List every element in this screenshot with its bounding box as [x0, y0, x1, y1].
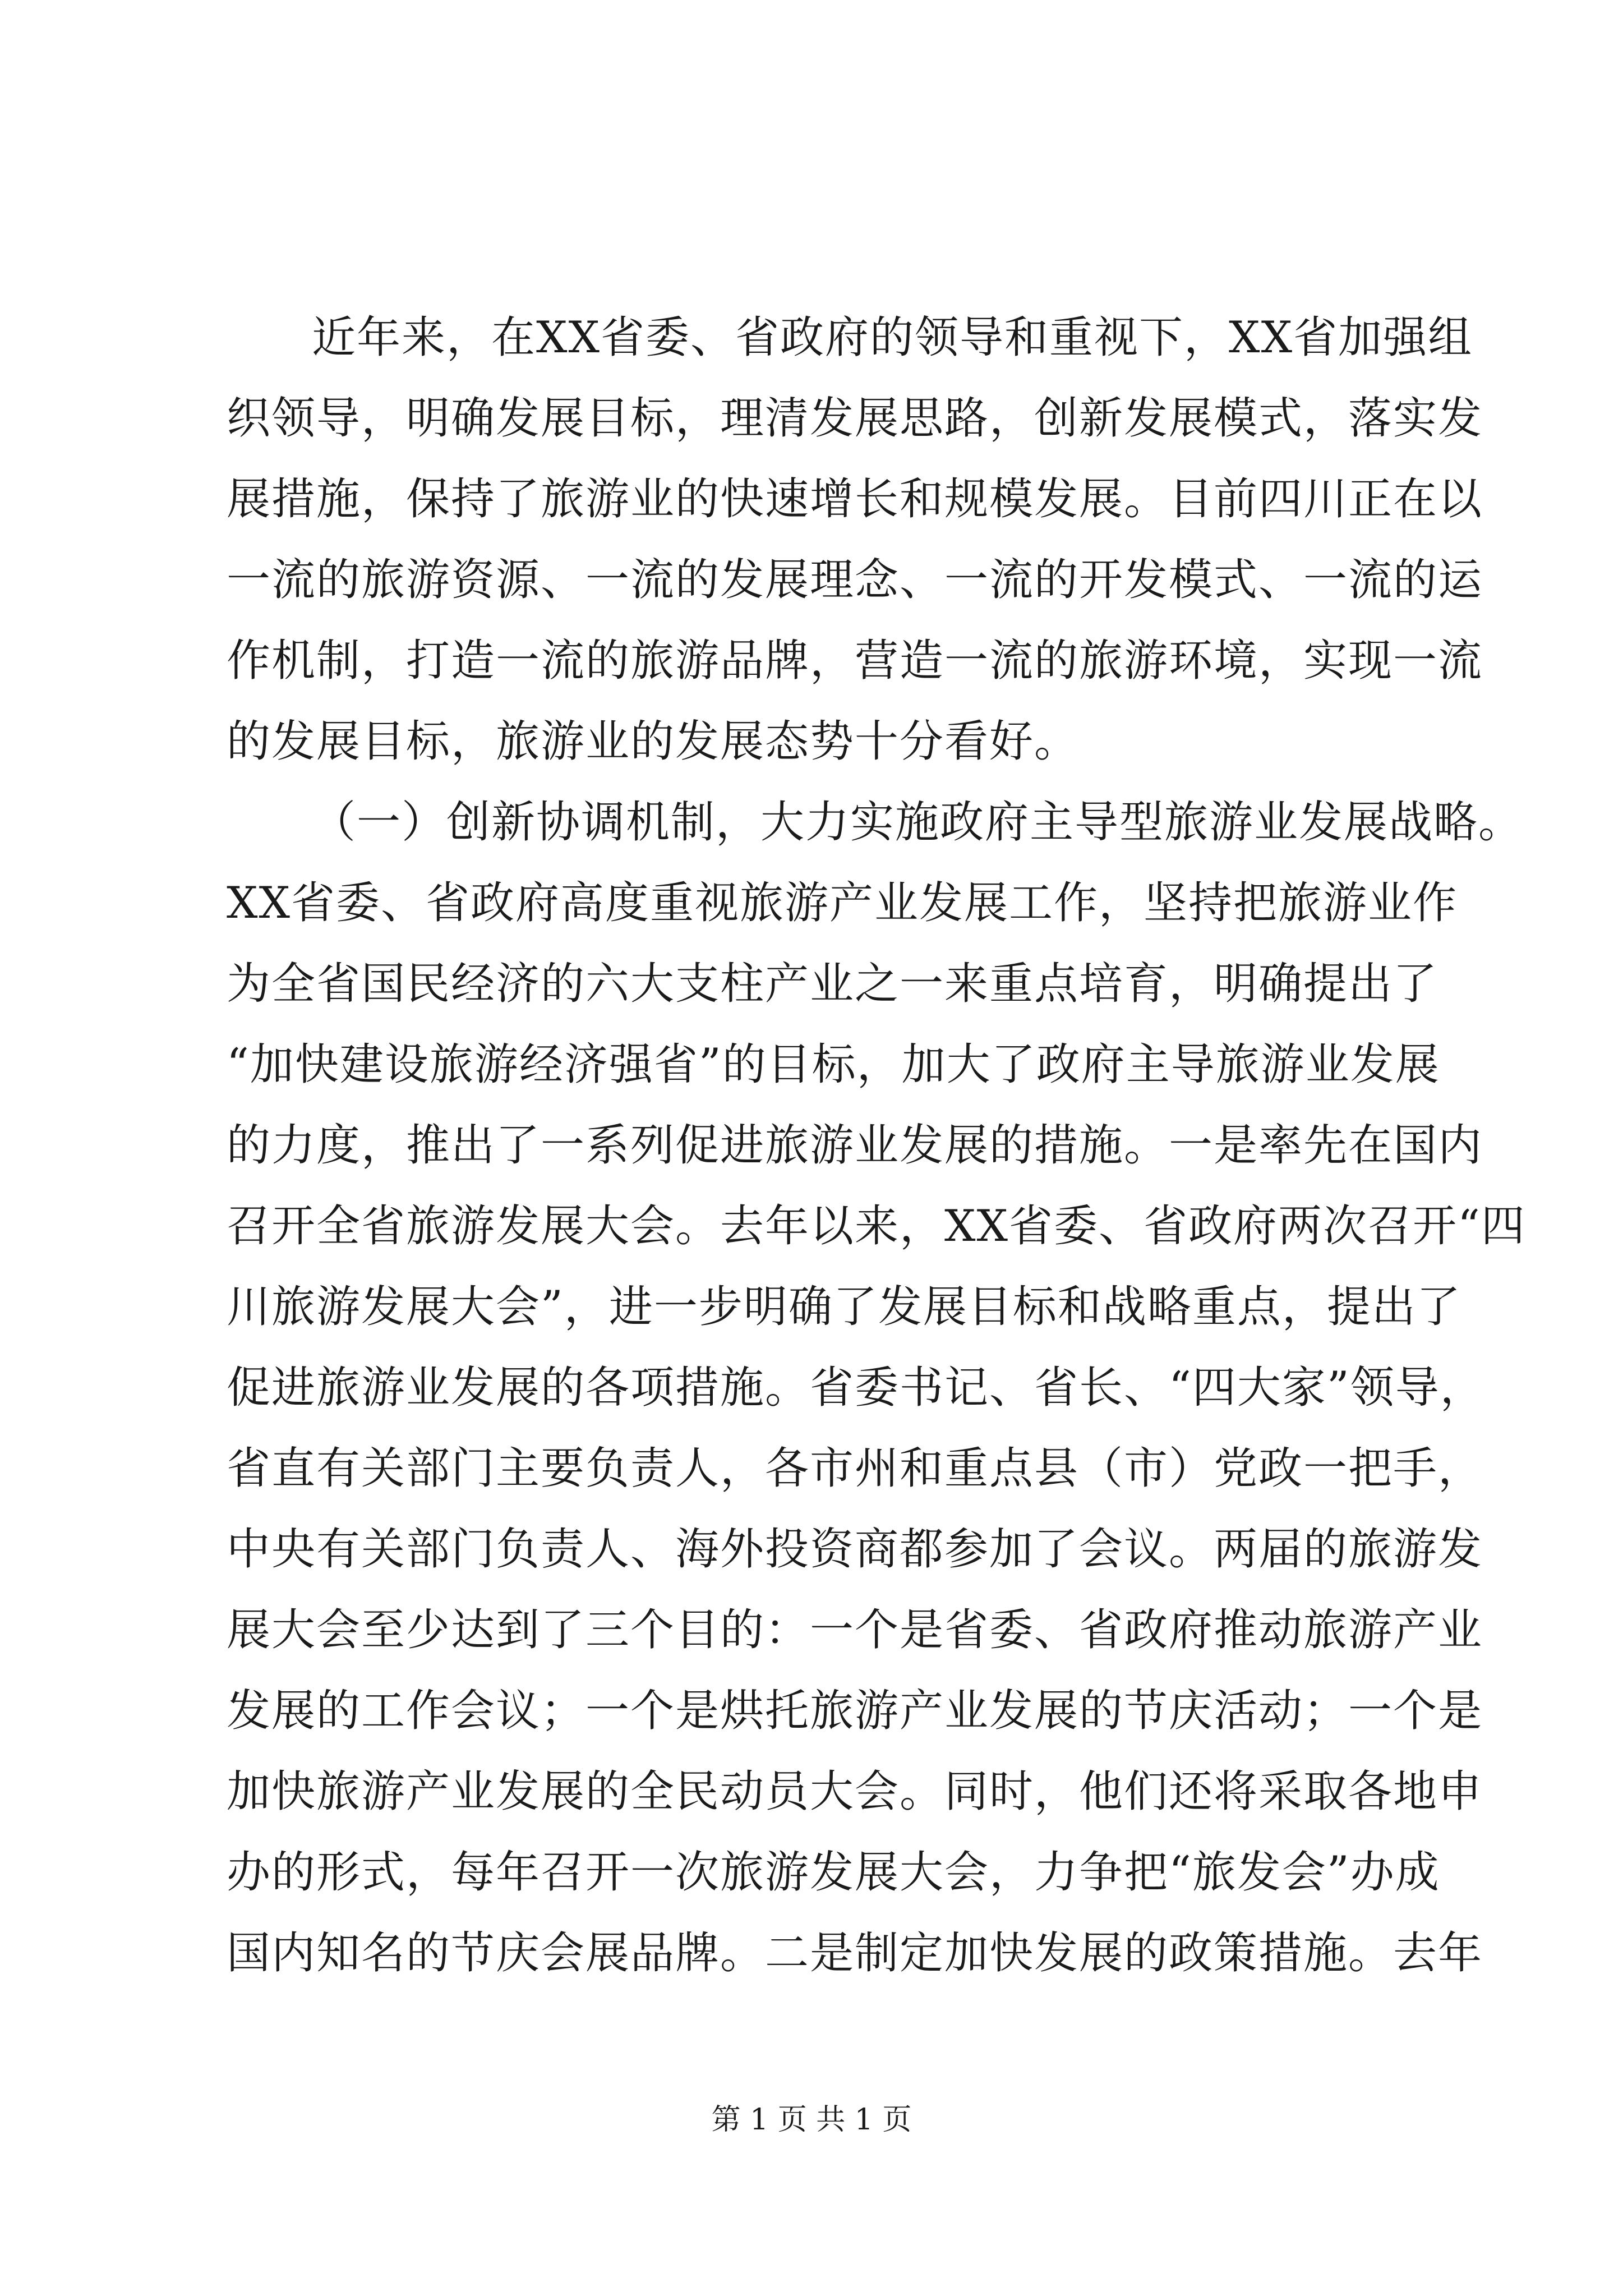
text-line: XX省委、省政府高度重视旅游产业发展工作，坚持把旅游业作 — [227, 878, 1458, 928]
text-line: 加快旅游产业发展的全民动员大会。同时，他们还将采取各地申 — [227, 1766, 1483, 1817]
text-line: 促进旅游业发展的各项措施。省委书记、省长、“四大家”领导， — [227, 1363, 1485, 1413]
text-line: 展措施，保持了旅游业的快速增长和规模发展。目前四川正在以 — [227, 474, 1483, 524]
text-line: 的力度，推出了一系列促进旅游业发展的措施。一是率先在国内 — [227, 1120, 1483, 1171]
text-line: 作机制，打造一流的旅游品牌，营造一流的旅游环境，实现一流 — [227, 636, 1483, 686]
text-line: 中央有关部门负责人、海外投资商都参加了会议。两届的旅游发 — [227, 1524, 1483, 1575]
text-line: 织领导，明确发展目标，理清发展思路，创新发展模式，落实发 — [227, 393, 1483, 444]
text-line: 川旅游发展大会”，进一步明确了发展目标和战略重点，提出了 — [227, 1282, 1461, 1332]
text-line: 召开全省旅游发展大会。去年以来，XX省委、省政府两次召开“四 — [227, 1201, 1526, 1251]
document-body — [227, 297, 1526, 1994]
text-line: 省直有关部门主要负责人，各市州和重点县（市）党政一把手， — [227, 1443, 1483, 1494]
text-line: 为全省国民经济的六大支柱产业之一来重点培育，明确提出了 — [227, 959, 1438, 1009]
section-heading-line: （一）创新协调机制，大力实施政府主导型旅游业发展战略。 — [312, 797, 1524, 848]
text-line: 展大会至少达到了三个目的：一个是省委、省政府推动旅游产业 — [227, 1605, 1483, 1655]
text-line: 国内知名的节庆会展品牌。二是制定加快发展的政策措施。去年 — [227, 1928, 1483, 1978]
text-line: 近年来，在XX省委、省政府的领导和重视下，XX省加强组 — [312, 312, 1473, 363]
text-line: 一流的旅游资源、一流的发展理念、一流的开发模式、一流的运 — [227, 555, 1483, 605]
text-line: 的发展目标，旅游业的发展态势十分看好。 — [227, 716, 1080, 767]
page-number-footer: 第 1 页 共 1 页 — [711, 2103, 912, 2137]
text-line: “加快建设旅游经济强省”的目标，加大了政府主导旅游业发展 — [227, 1039, 1440, 1090]
text-line: 办的形式，每年召开一次旅游发展大会，力争把“旅发会”办成 — [227, 1847, 1440, 1898]
text-line: 发展的工作会议；一个是烘托旅游产业发展的节庆活动；一个是 — [227, 1686, 1483, 1736]
